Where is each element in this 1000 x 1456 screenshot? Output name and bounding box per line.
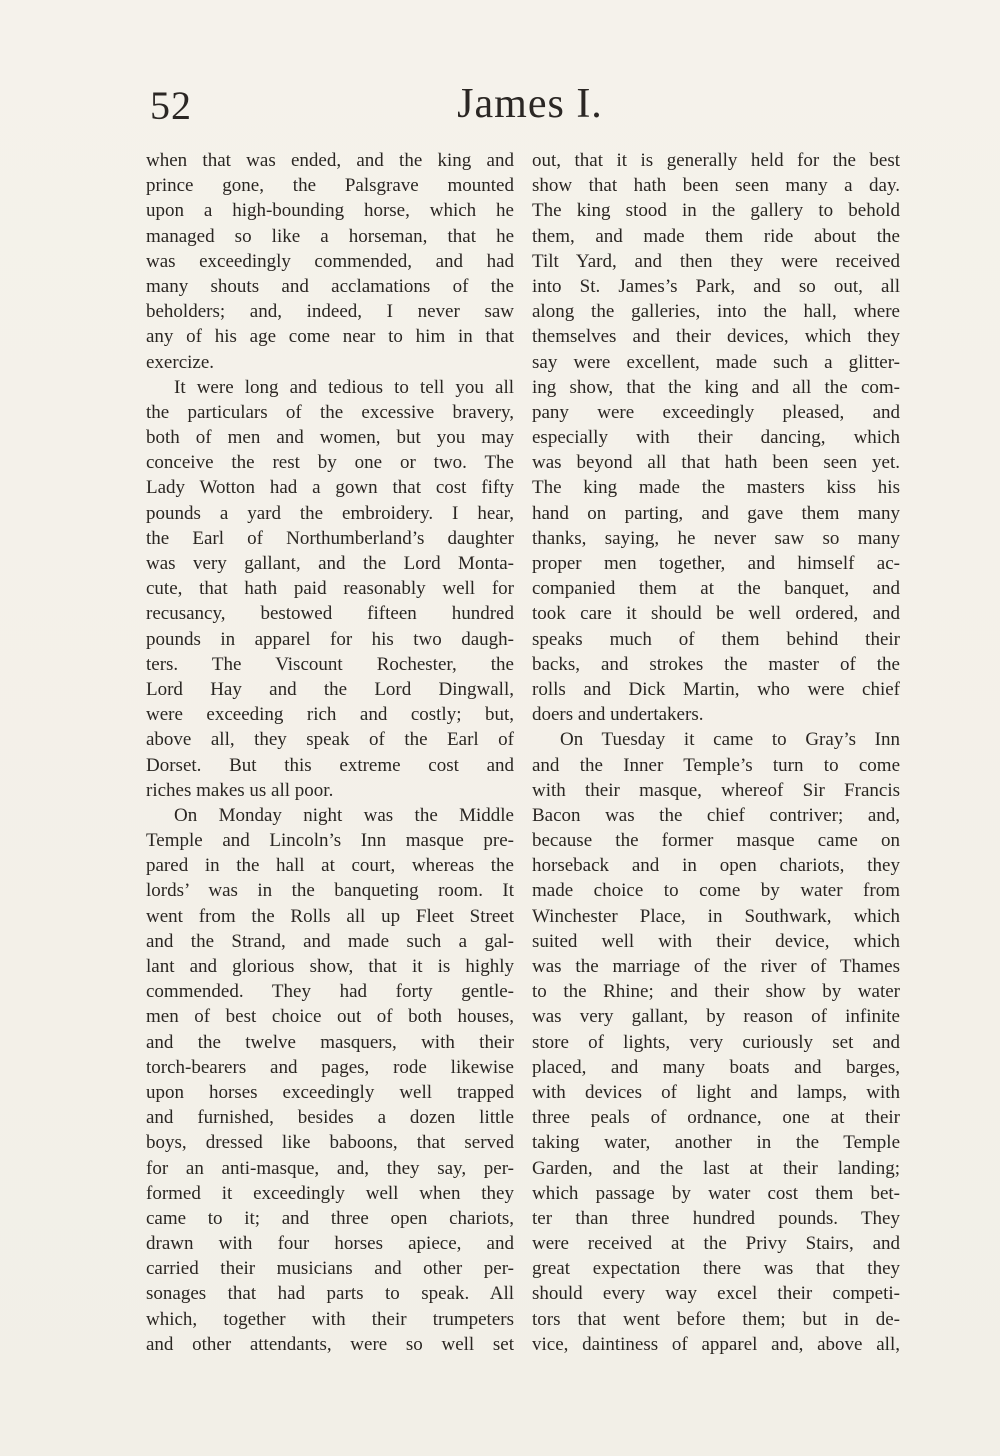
text-line: made choice to come by water from bbox=[532, 880, 900, 902]
text-line: riches makes us all poor. bbox=[146, 779, 334, 801]
text-line: backs, and strokes the master of the bbox=[532, 653, 900, 675]
text-line: and the Strand, and made such a gal- bbox=[146, 930, 514, 952]
text-line: came to it; and three open chariots, bbox=[146, 1207, 514, 1229]
text-line: pounds a yard the embroidery. I hear, bbox=[146, 502, 514, 524]
text-line: was beyond all that hath been seen yet. bbox=[532, 452, 900, 474]
text-line: were exceeding rich and costly; but, bbox=[146, 704, 514, 726]
text-line: tors that went before them; but in de- bbox=[532, 1308, 900, 1330]
text-line: Garden, and the last at their landing; bbox=[532, 1157, 900, 1179]
text-line: boys, dressed like baboons, that served bbox=[146, 1132, 514, 1154]
text-line: carried their musicians and other per- bbox=[146, 1258, 514, 1280]
text-line: any of his age come near to him in that bbox=[146, 326, 514, 348]
text-line: Bacon was the chief contriver; and, bbox=[532, 804, 900, 826]
text-line: rolls and Dick Martin, who were chief bbox=[532, 678, 900, 700]
text-line: pounds in apparel for his two daugh- bbox=[146, 628, 514, 650]
text-line: vice, daintiness of apparel and, above all, bbox=[532, 1333, 900, 1355]
text-line: formed it exceedingly well when they bbox=[146, 1182, 514, 1204]
text-line: and the Inner Temple’s turn to come bbox=[532, 754, 900, 776]
text-line: Lord Hay and the Lord Dingwall, bbox=[146, 678, 514, 700]
text-line: On Tuesday it came to Gray’s Inn bbox=[560, 729, 900, 751]
text-line: recusancy, bestowed fifteen hundred bbox=[146, 603, 514, 625]
text-line: It were long and tedious to tell you all bbox=[174, 376, 514, 398]
text-line: beholders; and, indeed, I never saw bbox=[146, 301, 514, 323]
text-line: pany were exceedingly pleased, and bbox=[532, 401, 900, 423]
text-line: to the Rhine; and their show by water bbox=[532, 981, 900, 1003]
text-line: lords’ was in the banqueting room. It bbox=[146, 880, 514, 902]
text-line: the particulars of the excessive bravery, bbox=[146, 401, 514, 423]
text-line: hand on parting, and gave them many bbox=[532, 502, 900, 524]
page-number: 52 bbox=[150, 83, 192, 128]
text-line: out, that it is generally held for the best bbox=[532, 150, 900, 171]
text-line: which, together with their trumpeters bbox=[146, 1308, 514, 1330]
text-line: Winchester Place, in Southwark, which bbox=[532, 905, 900, 927]
text-line: was very gallant, by reason of infinite bbox=[532, 1006, 900, 1028]
text-line: and furnished, besides a dozen little bbox=[146, 1107, 514, 1129]
text-line: with devices of light and lamps, with bbox=[532, 1081, 900, 1103]
text-line: upon horses exceedingly well trapped bbox=[146, 1081, 514, 1103]
text-line: Tilt Yard, and then they were received bbox=[532, 250, 900, 272]
text-line: companied them at the banquet, and bbox=[532, 578, 900, 600]
text-line: them, and made them ride about the bbox=[532, 225, 900, 247]
text-line: thanks, saying, he never saw so many bbox=[532, 527, 900, 549]
text-line: should every way excel their competi- bbox=[532, 1283, 900, 1305]
text-line: ters. The Viscount Rochester, the bbox=[146, 653, 514, 675]
text-line: upon a high-bounding horse, which he bbox=[146, 200, 514, 222]
text-column-left bbox=[146, 148, 514, 1357]
text-column-right bbox=[532, 148, 900, 1357]
text-line: was exceedingly commended, and had bbox=[146, 250, 514, 272]
text-line: Temple and Lincoln’s Inn masque pre- bbox=[146, 830, 514, 852]
text-line: took care it should be well ordered, and bbox=[532, 603, 900, 625]
text-line: ter than three hundred pounds. They bbox=[532, 1207, 900, 1229]
text-line: commended. They had forty gentle- bbox=[146, 981, 514, 1003]
text-line: when that was ended, and the king and bbox=[146, 150, 514, 171]
text-line: taking water, another in the Temple bbox=[532, 1132, 900, 1154]
text-line: show that hath been seen many a day. bbox=[532, 175, 900, 197]
text-line: was the marriage of the river of Thames bbox=[532, 956, 900, 977]
text-line: men of best choice out of both houses, bbox=[146, 1006, 514, 1028]
text-line: with their masque, whereof Sir Francis bbox=[532, 779, 900, 801]
text-line: which passage by water cost them bet- bbox=[532, 1182, 900, 1204]
text-line: suited well with their device, which bbox=[532, 930, 900, 952]
text-line: torch-bearers and pages, rode likewise bbox=[146, 1056, 514, 1078]
text-line: cute, that hath paid reasonably well for bbox=[146, 578, 514, 600]
text-line: above all, they speak of the Earl of bbox=[146, 729, 514, 751]
text-line: sonages that had parts to speak. All bbox=[146, 1283, 514, 1305]
text-line: were received at the Privy Stairs, and bbox=[532, 1233, 900, 1255]
text-line: for an anti-masque, and, they say, per- bbox=[146, 1157, 514, 1179]
text-line: the Earl of Northumberland’s daughter bbox=[146, 527, 514, 549]
text-line: along the galleries, into the hall, where bbox=[532, 301, 900, 323]
text-line: into St. James’s Park, and so out, all bbox=[532, 275, 900, 297]
text-line: great expectation there was that they bbox=[532, 1258, 900, 1280]
text-line: prince gone, the Palsgrave mounted bbox=[146, 175, 514, 197]
text-line: themselves and their devices, which they bbox=[532, 326, 900, 348]
text-line: because the former masque came on bbox=[532, 830, 900, 852]
text-line: and the twelve masquers, with their bbox=[146, 1031, 514, 1053]
text-line: especially with their dancing, which bbox=[532, 427, 900, 449]
text-line: The king stood in the gallery to behold bbox=[532, 200, 900, 222]
text-line: pared in the hall at court, whereas the bbox=[146, 855, 514, 877]
text-line: say were excellent, made such a glitter- bbox=[532, 351, 900, 373]
text-line: conceive the rest by one or two. The bbox=[146, 452, 514, 474]
text-line: Dorset. But this extreme cost and bbox=[146, 754, 514, 776]
text-line: drawn with four horses apiece, and bbox=[146, 1233, 514, 1255]
text-line: doers and undertakers. bbox=[532, 704, 704, 726]
text-line: ing show, that the king and all the com- bbox=[532, 376, 900, 398]
text-line: both of men and women, but you may bbox=[146, 427, 514, 449]
text-line: lant and glorious show, that it is highly bbox=[146, 956, 514, 977]
text-line: three peals of ordnance, one at their bbox=[532, 1107, 900, 1129]
text-line: Lady Wotton had a gown that cost fifty bbox=[146, 477, 514, 499]
text-line: placed, and many boats and barges, bbox=[532, 1056, 900, 1078]
text-line: speaks much of them behind their bbox=[532, 628, 900, 650]
text-line: many shouts and acclamations of the bbox=[146, 275, 514, 297]
text-line: managed so like a horseman, that he bbox=[146, 225, 514, 247]
text-line: was very gallant, and the Lord Monta- bbox=[146, 553, 514, 574]
text-line: proper men together, and himself ac- bbox=[532, 553, 900, 574]
text-line: On Monday night was the Middle bbox=[174, 804, 514, 826]
text-line: store of lights, very curiously set and bbox=[532, 1031, 900, 1053]
text-line: exercize. bbox=[146, 351, 215, 373]
text-line: The king made the masters kiss his bbox=[532, 477, 900, 499]
text-line: horseback and in open chariots, they bbox=[532, 855, 900, 877]
text-line: and other attendants, were so well set bbox=[146, 1333, 514, 1355]
text-line: went from the Rolls all up Fleet Street bbox=[146, 905, 514, 927]
running-head: James I. bbox=[457, 81, 603, 127]
